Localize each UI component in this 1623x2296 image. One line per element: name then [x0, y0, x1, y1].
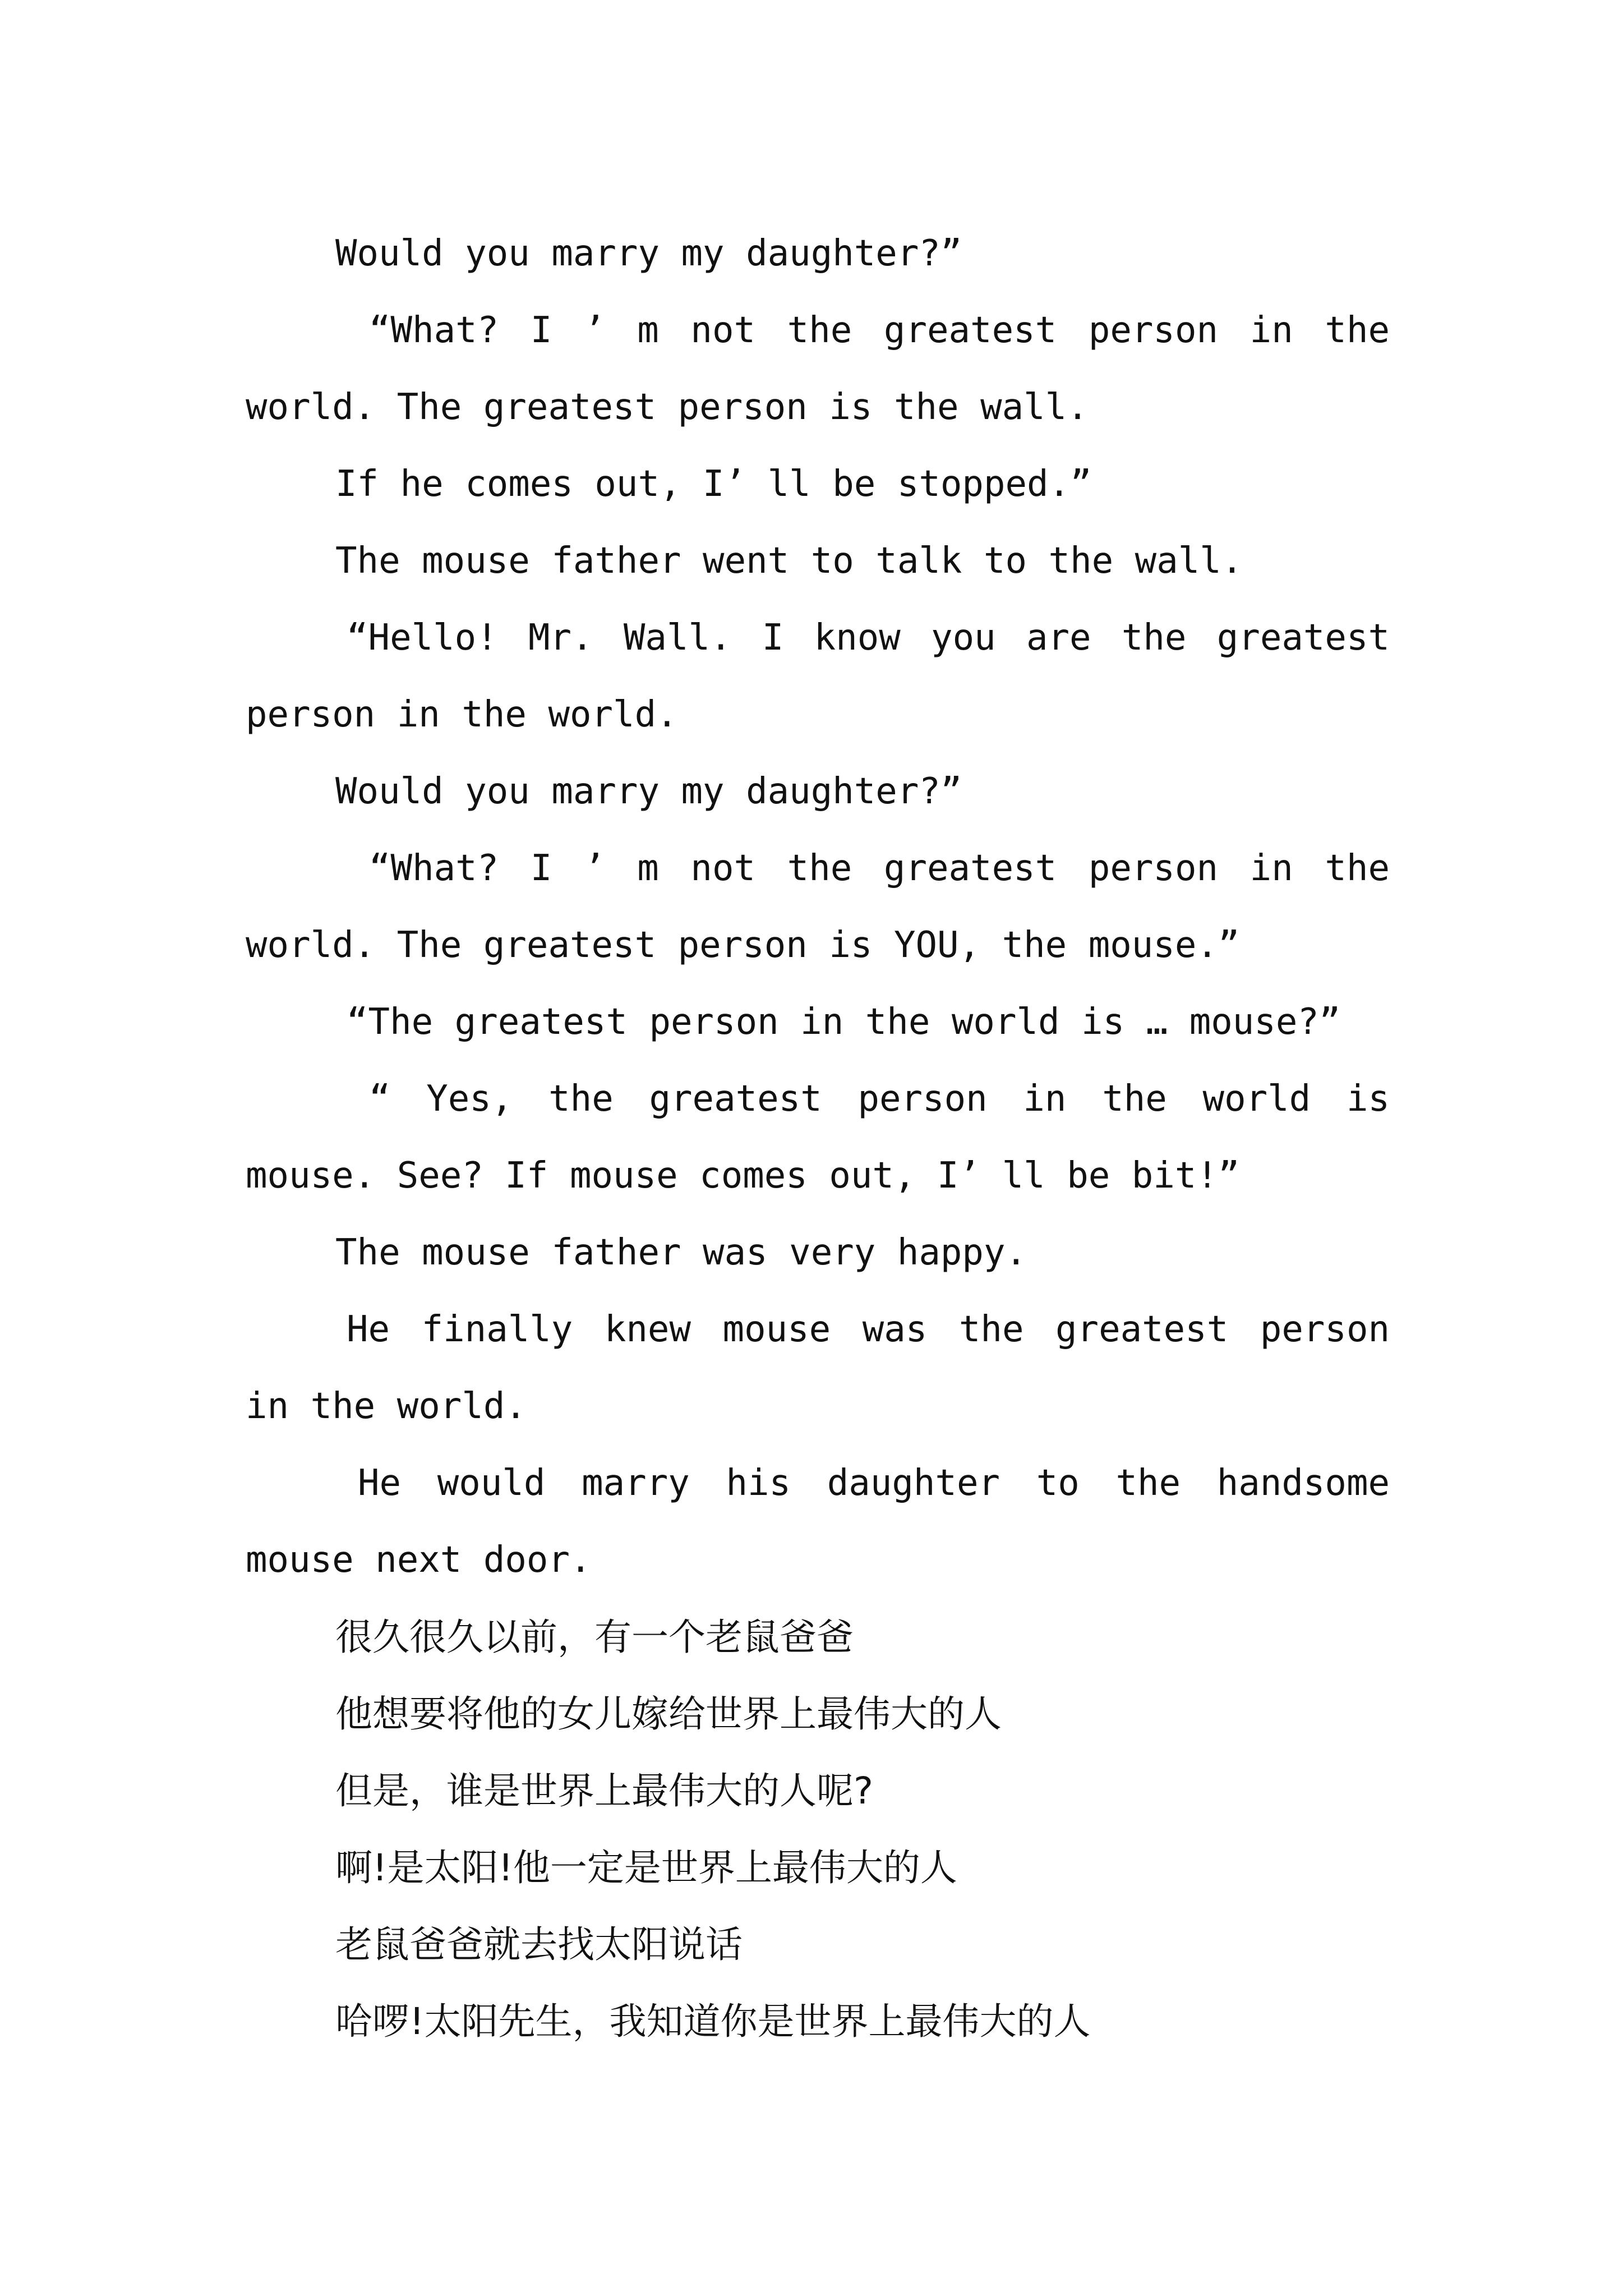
text-line: He would marry his daughter to the handsome: [358, 1462, 1390, 1504]
text-line: He finally knew mouse was the greatest person: [347, 1309, 1390, 1350]
text-line: 啊!是太阳!他一定是世界上最伟大的人: [335, 1846, 957, 1889]
text-line: 但是，谁是世界上最伟大的人呢?: [335, 1769, 874, 1812]
text-line: 他想要将他的女儿嫁给世界上最伟大的人: [335, 1692, 1002, 1736]
text-line: in the world.: [246, 1386, 527, 1427]
text-line: 老鼠爸爸就去找太阳说话: [335, 1923, 743, 1966]
text-line: “The greatest person in the world is … mouse?”: [347, 1001, 1341, 1043]
text-line: 哈啰!太阳先生，我知道你是世界上最伟大的人: [335, 2000, 1091, 2043]
document-body: [246, 215, 1390, 2060]
text-line: 很久很久以前，有一个老鼠爸爸: [335, 1616, 854, 1659]
text-line: world. The greatest person is the wall.: [246, 386, 1089, 428]
text-line: Would you marry my daughter?”: [335, 233, 962, 274]
text-line: “Hello! Mr. Wall. I know you are the greatest: [347, 617, 1390, 659]
text-line: If he comes out, I’ ll be stopped.”: [335, 463, 1092, 505]
text-line: “What? I ’ m not the greatest person in the: [369, 848, 1390, 889]
text-line: mouse. See? If mouse comes out, I’ ll be bit!”: [246, 1155, 1240, 1197]
text-line: person in the world.: [246, 694, 678, 735]
text-line: The mouse father went to talk to the wall.: [335, 540, 1243, 582]
text-line: “ Yes, the greatest person in the world is: [369, 1078, 1390, 1120]
text-line: “What? I ’ m not the greatest person in the: [369, 310, 1390, 351]
text-line: Would you marry my daughter?”: [335, 771, 962, 812]
text-line: The mouse father was very happy.: [335, 1232, 1027, 1273]
text-line: mouse next door.: [246, 1539, 592, 1581]
text-line: world. The greatest person is YOU, the mouse.”: [246, 924, 1240, 966]
